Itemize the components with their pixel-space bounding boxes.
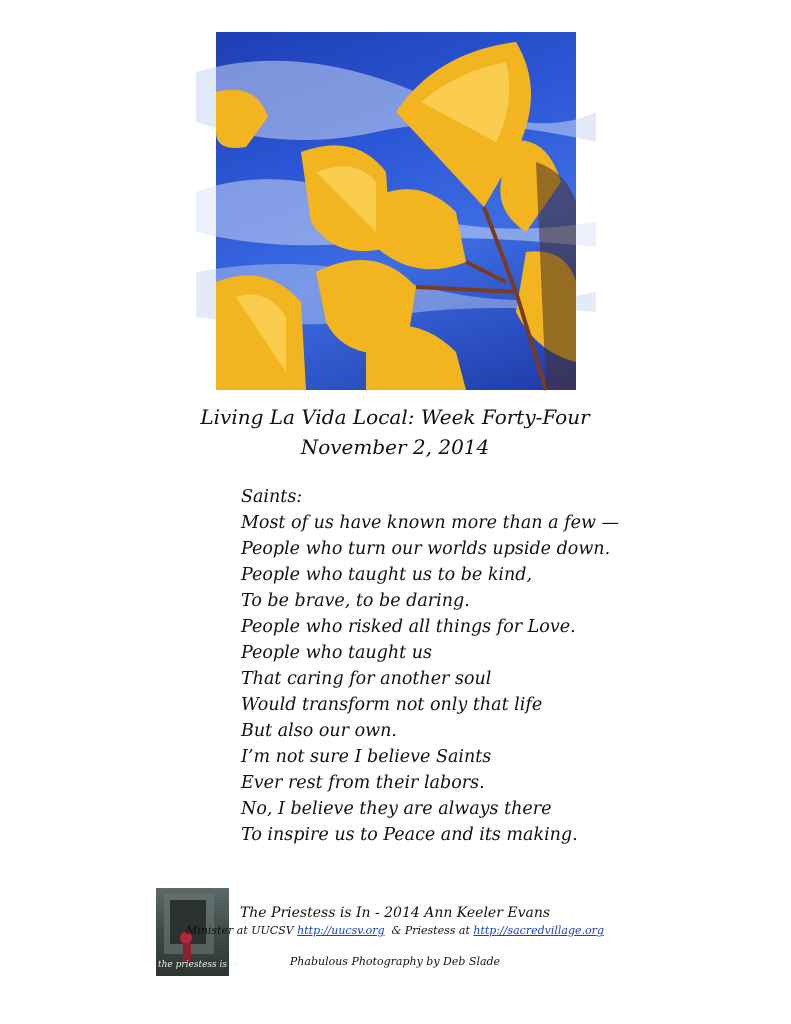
sacredvillage-link[interactable]: http://sacredvillage.org (473, 924, 604, 937)
footer-priestess-label: & Priestess at (384, 924, 474, 937)
poem-line: That caring for another soul (241, 669, 492, 689)
poem-line: To inspire us to Peace and its making. (241, 825, 578, 845)
poem (241, 484, 619, 848)
poem-line: People who taught us (241, 643, 433, 663)
uucsv-link[interactable]: http://uucsv.org (297, 924, 385, 937)
page-title: Living La Vida Local: Week Forty-Four (200, 405, 590, 429)
poem-line: But also our own. (241, 721, 397, 741)
photo-credit: Phabulous Photography by Deb Slade (289, 955, 501, 968)
poem-line: Saints: (241, 487, 303, 507)
ginkgo-photo (216, 32, 576, 390)
heading (150, 402, 640, 462)
poem-line: People who turn our worlds upside down. (241, 539, 611, 559)
poem-line: Most of us have known more than a few — (241, 513, 620, 533)
poem-line: I’m not sure I believe Saints (241, 747, 492, 767)
thumbnail-caption: the priestess is in (158, 960, 239, 970)
footer-credit: The Priestess is In - 2014 Ann Keeler Evans (239, 905, 551, 921)
poem-line: No, I believe they are always there (241, 799, 552, 819)
footer-minister-label: Minister at UUCSV (186, 924, 298, 937)
footer-links (150, 924, 640, 937)
poem-line: Ever rest from their labors. (241, 773, 485, 793)
poem-line: To be brave, to be daring. (241, 591, 470, 611)
poem-line: People who taught us to be kind, (241, 565, 533, 585)
poem-line: Would transform not only that life (241, 695, 543, 715)
poem-line: People who risked all things for Love. (241, 617, 576, 637)
page-date: November 2, 2014 (300, 435, 490, 459)
